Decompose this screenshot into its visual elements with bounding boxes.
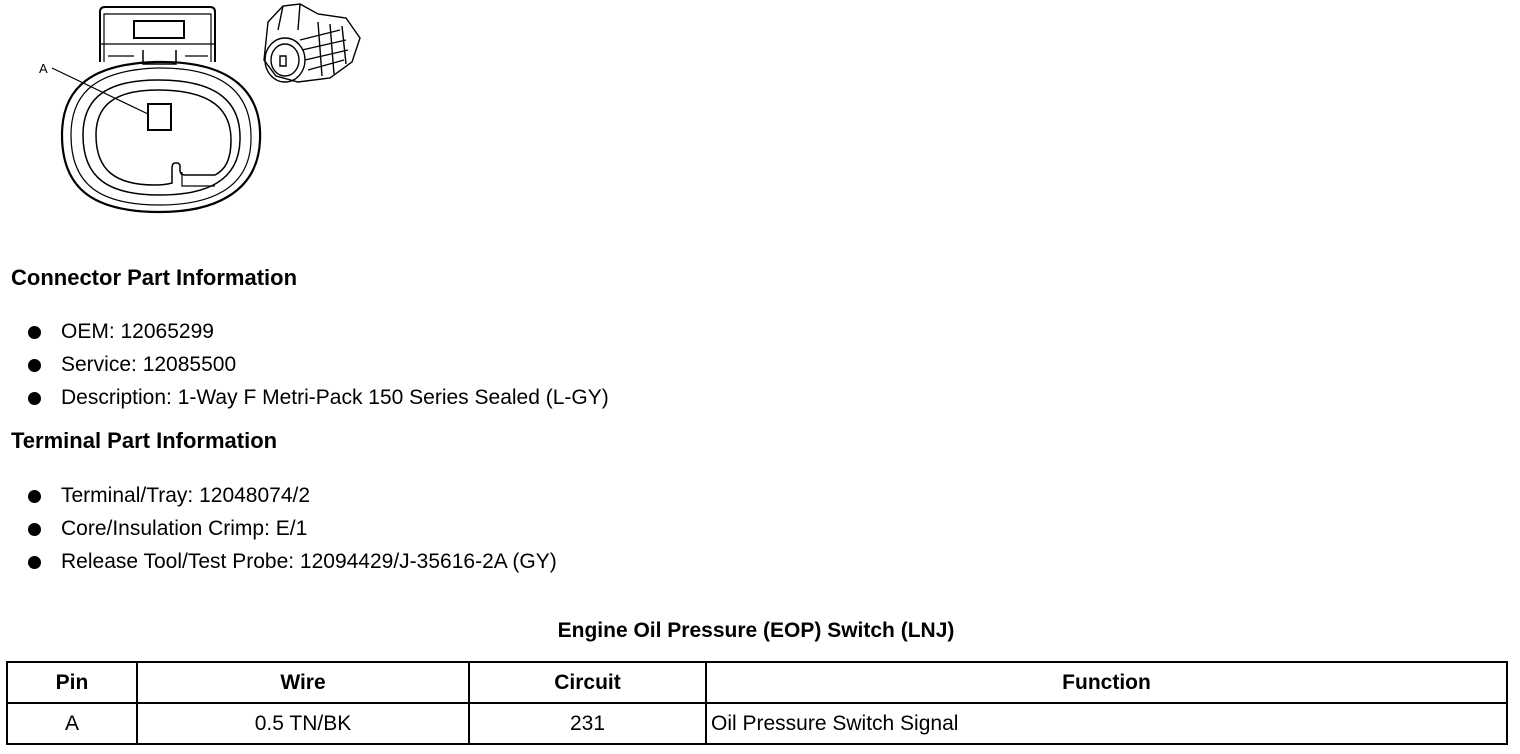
cell-circuit: 231 [469, 703, 706, 744]
header-circuit: Circuit [469, 662, 706, 703]
bullet-icon [28, 523, 41, 536]
list-item [28, 351, 609, 384]
connector-thumbnail [264, 4, 360, 82]
bullet-icon [28, 392, 41, 405]
item-text: Service: 12085500 [61, 353, 237, 376]
list-item [28, 482, 557, 515]
terminal-part-info-heading: Terminal Part Information [11, 428, 278, 453]
connector-drawing [0, 0, 400, 230]
connector-part-info-heading: Connector Part Information [11, 265, 298, 290]
table-row [7, 703, 1507, 744]
list-item [28, 515, 557, 548]
pin-table-title: Engine Oil Pressure (EOP) Switch (LNJ) [557, 619, 955, 642]
connector-part-info-list [28, 318, 609, 417]
header-function: Function [706, 662, 1507, 703]
cell-wire: 0.5 TN/BK [137, 703, 469, 744]
item-text: OEM: 12065299 [61, 320, 214, 343]
callout-label-a: A [39, 61, 48, 76]
item-text: Terminal/Tray: 12048074/2 [61, 484, 311, 507]
terminal-part-info-list [28, 482, 557, 581]
cell-function: Oil Pressure Switch Signal [706, 703, 1507, 744]
item-text: Core/Insulation Crimp: E/1 [61, 517, 308, 540]
bullet-icon [28, 556, 41, 569]
bullet-icon [28, 326, 41, 339]
header-wire: Wire [137, 662, 469, 703]
table-header-row [7, 662, 1507, 703]
bullet-icon [28, 490, 41, 503]
cell-pin: A [7, 703, 137, 744]
bullet-icon [28, 359, 41, 372]
header-pin: Pin [7, 662, 137, 703]
list-item [28, 548, 557, 581]
item-text: Release Tool/Test Probe: 12094429/J-35616-2A (GY) [61, 550, 557, 573]
item-text: Description: 1-Way F Metri-Pack 150 Series Sealed (L-GY) [61, 386, 609, 409]
pin-table [6, 661, 1508, 745]
list-item [28, 318, 609, 351]
list-item [28, 384, 609, 417]
